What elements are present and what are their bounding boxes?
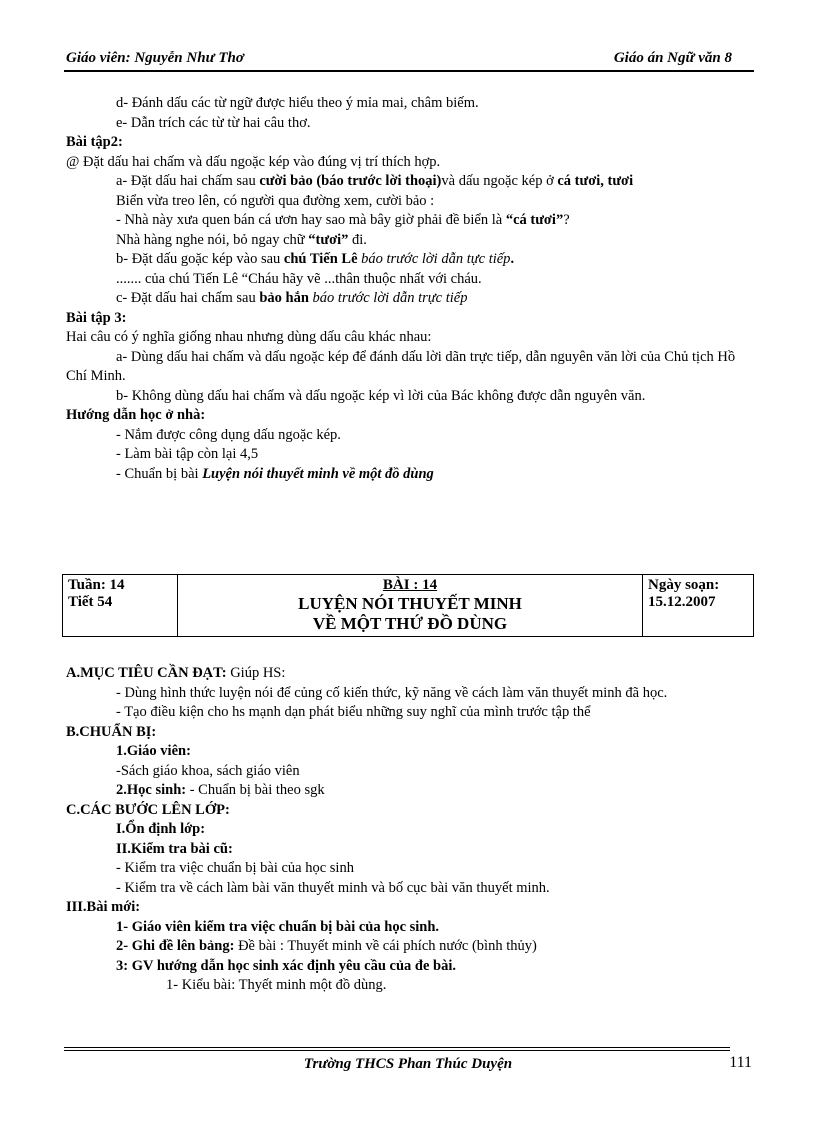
section-ii-title: II.Kiểm tra bài cũ: bbox=[116, 840, 233, 857]
homework-3: - Chuẩn bị bài Luyện nói thuyết minh về một đồ dùng bbox=[116, 465, 434, 482]
bt3-b: b- Không dùng dấu hai chấm và dấu ngoặc kép vì lời của Bác không được dẫn nguyên văn. bbox=[116, 387, 646, 404]
footer-rule-top bbox=[64, 1047, 730, 1048]
week-label: Tuần: 14 bbox=[68, 577, 125, 593]
bt2-a: a- Đặt dấu hai chấm sau cười bảo (báo trước lời thoại)và dấu ngoặc kép ở cá tươi, tươi bbox=[116, 173, 634, 189]
header-rule bbox=[64, 70, 754, 72]
date-label: Ngày soạn: bbox=[648, 577, 720, 593]
lesson-title-cell bbox=[178, 575, 643, 637]
bt3-title: Bài tập 3: bbox=[66, 309, 127, 326]
item-d: d- Đánh dấu các từ ngữ được hiểu theo ý mỉa mai, châm biếm. bbox=[116, 95, 479, 111]
section-iii-1: 1- Giáo viên kiểm tra việc chuẩn bị bài của học sinh. bbox=[116, 918, 440, 935]
homework-title: Hướng dẫn học ở nhà: bbox=[66, 407, 206, 423]
bt3-a: a- Dùng dấu hai chấm và dấu ngoặc kép để đánh dấu lời dãn trực tiếp, dẫn nguyên văn lời của Chủ tịch Hồ Chí Minh. bbox=[66, 348, 736, 384]
section-b1-title: 1.Giáo viên: bbox=[116, 743, 191, 759]
week-cell bbox=[63, 575, 178, 637]
header-teacher: Giáo viên: Nguyễn Như Thơ bbox=[66, 50, 244, 66]
section-b-title: B.CHUẨN BỊ: bbox=[66, 723, 157, 740]
section-ii-2: - Kiểm tra về cách làm bài văn thuyết minh và bố cục bài văn thuyết minh. bbox=[116, 879, 550, 896]
page-number: 111 bbox=[729, 1054, 752, 1071]
section-a-2: - Tạo điều kiện cho hs mạnh dạn phát biểu những suy nghĩ của mình trước tập thể bbox=[116, 704, 591, 720]
section-b1: -Sách giáo khoa, sách giáo viên bbox=[116, 762, 300, 779]
section-iii-3-1: 1- Kiểu bài: Thyết minh một đồ dùng. bbox=[166, 977, 387, 993]
header-subject: Giáo án Ngữ văn 8 bbox=[613, 50, 732, 66]
lesson-title-line2: VỀ MỘT THỨ ĐỒ DÙNG bbox=[312, 614, 508, 633]
lesson-number: BÀI : 14 bbox=[382, 577, 438, 593]
lesson-header-table bbox=[62, 574, 754, 637]
section-i-title: I.Ổn định lớp: bbox=[116, 821, 206, 837]
section-a-title: A.MỤC TIÊU CẦN ĐẠT: Giúp HS: bbox=[66, 665, 286, 681]
lesson-plan-section bbox=[66, 664, 756, 996]
section-b2: 2.Học sinh: - Chuẩn bị bài theo sgk bbox=[116, 782, 325, 798]
footer-rule-bottom bbox=[64, 1050, 730, 1051]
homework-2: - Làm bài tập còn lại 4,5 bbox=[116, 446, 259, 462]
bt2-c: c- Đặt dấu hai chấm sau bảo hắn báo trước lời dẫn trực tiếp bbox=[116, 290, 468, 306]
lesson-title-line1: LUYỆN NÓI THUYẾT MINH bbox=[298, 594, 522, 613]
section-a-1: - Dùng hình thức luyện nói để củng cố kiến thức, kỹ năng về cách làm văn thuyết minh đã học. bbox=[116, 684, 668, 701]
footer-school: Trường THCS Phan Thúc Duyện bbox=[303, 1056, 513, 1072]
section-iii-3: 3: GV hướng dẫn học sinh xác định yêu cầu của đe bài. bbox=[116, 957, 456, 974]
bt2-title: Bài tập2: bbox=[66, 134, 123, 150]
homework-1: - Nắm được công dụng dấu ngoặc kép. bbox=[116, 426, 341, 443]
bt2-b: b- Đặt dấu goặc kép vào sau chú Tiến Lê báo trước lời dẫn tực tiếp. bbox=[116, 251, 515, 267]
bt3-intro: Hai câu có ý nghĩa giống nhau nhưng dùng dấu câu khác nhau: bbox=[66, 329, 432, 345]
exercise-section bbox=[66, 94, 756, 484]
period-label: Tiết 54 bbox=[68, 594, 113, 610]
bt2-line2: - Nhà này xưa quen bán cá ươn hay sao mà bây giờ phải đề biển là “cá tươi”? bbox=[116, 212, 570, 228]
bt2-b2: ....... của chú Tiến Lê “Cháu hãy vẽ ...thân thuộc nhất với cháu. bbox=[116, 270, 482, 287]
section-iii-title: III.Bài mới: bbox=[66, 899, 141, 915]
bt2-intro: @ Đặt dấu hai chấm và dấu ngoặc kép vào đúng vị trí thích hợp. bbox=[66, 153, 441, 170]
section-ii-1: - Kiểm tra việc chuẩn bị bài của học sinh bbox=[116, 860, 354, 876]
section-c-title: C.CÁC BƯỚC LÊN LỚP: bbox=[66, 801, 230, 818]
bt2-line1: Biển vừa treo lên, có người qua đường xem, cười bảo : bbox=[116, 192, 435, 209]
date-value: 15.12.2007 bbox=[648, 594, 716, 610]
date-cell bbox=[643, 575, 754, 637]
item-e: e- Dẫn trích các từ từ hai câu thơ. bbox=[116, 114, 311, 131]
section-iii-2: 2- Ghi đề lên bảng: Đề bài : Thuyết minh về cái phích nước (bình thủy) bbox=[116, 938, 537, 954]
bt2-line3: Nhà hàng nghe nói, bỏ ngay chữ “tươi” đi. bbox=[116, 231, 367, 248]
